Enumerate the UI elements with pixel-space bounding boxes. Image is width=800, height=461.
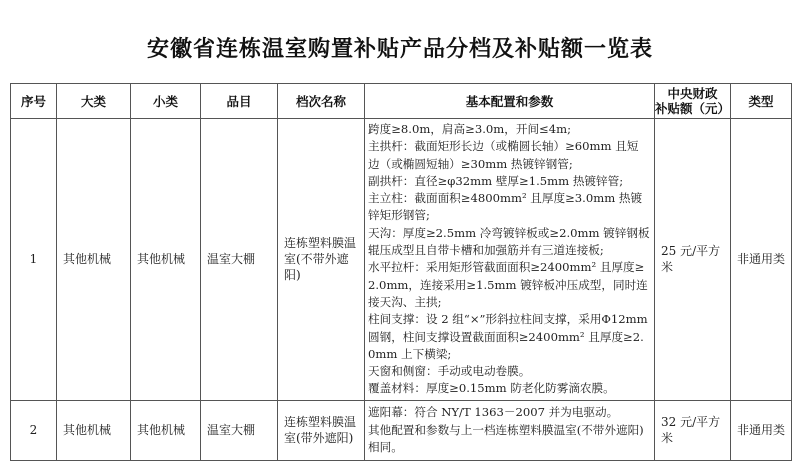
cell-item: 温室大棚 [201,400,278,460]
cell-category: 其他机械 [57,119,131,401]
header-seq: 序号 [11,84,57,119]
cell-type: 非通用类 [731,400,792,460]
spec-line: 其他配置和参数与上一档连栋塑料膜温室(不带外遮阳)相同。 [368,422,644,454]
cell-subsidy: 32 元/平方米 [655,400,731,460]
cell-subsidy: 25 元/平方米 [655,119,731,401]
subsidy-table [10,83,792,461]
header-type: 类型 [731,84,792,119]
spec-line: 覆盖材料：厚度≥0.15mm 防老化防雾滴农膜。 [368,381,615,396]
cell-seq: 1 [11,119,57,401]
header-row [11,84,792,119]
spec-line: 水平拉杆：采用矩形管截面面积≥2400mm² 且厚度≥2.0mm，连接采用≥1.5mm 镀锌板冲压成型，同时连接天沟、主拱; [368,260,648,309]
header-grade: 档次名称 [278,84,365,119]
spec-line: 副拱杆：直径≥φ32mm 壁厚≥1.5mm 热镀锌管; [368,173,624,188]
spec-line: 主立柱：截面面积≥4800mm² 且厚度≥3.0mm 热镀锌矩形钢管; [368,191,643,223]
cell-spec [365,400,655,460]
spec-line: 柱间支撑：设 2 组“×”形斜拉柱间支撑，采用Φ12mm 圆钢，柱间支撑设置截面面积≥2400mm² 且厚度≥2.0mm 上下横梁; [368,312,648,361]
cell-type: 非通用类 [731,119,792,401]
cell-seq: 2 [11,400,57,460]
table-row [11,400,792,460]
spec-line: 主拱杆：截面矩形长边（或椭圆长轴）≥60mm 且短边（或椭圆短轴）≥30mm 热镀锌钢管; [368,139,639,171]
header-subsidy-line1: 中央财政 [667,86,718,101]
header-item: 品目 [201,84,278,119]
cell-subcategory: 其他机械 [131,119,201,401]
cell-spec [365,119,655,401]
cell-grade: 连栋塑料膜温室(带外遮阳) [278,400,365,460]
spec-line: 天沟：厚度≥2.5mm 冷弯镀锌板或≥2.0mm 镀锌钢板辊压成型且自带卡槽和加强筋并有三道连接板; [368,225,650,258]
header-subsidy [655,84,731,119]
header-subsidy-line2: 补贴额（元） [655,101,731,116]
header-subcategory: 小类 [131,84,201,119]
page-title: 安徽省连栋温室购置补贴产品分档及补贴额一览表 [146,37,653,62]
cell-grade: 连栋塑料膜温室(不带外遮阳) [278,119,365,401]
cell-category: 其他机械 [57,400,131,460]
table-row [11,119,792,401]
spec-line: 跨度≥8.0m，肩高≥3.0m，开间≤4m; [368,122,572,136]
spec-line: 天窗和侧窗：手动或电动卷膜。 [368,364,531,379]
cell-item: 温室大棚 [201,119,278,401]
spec-line: 遮阳幕：符合 NY/T 1363－2007 并为电驱动。 [368,405,619,420]
cell-subcategory: 其他机械 [131,400,201,460]
header-category: 大类 [57,84,131,119]
header-spec: 基本配置和参数 [365,84,655,119]
